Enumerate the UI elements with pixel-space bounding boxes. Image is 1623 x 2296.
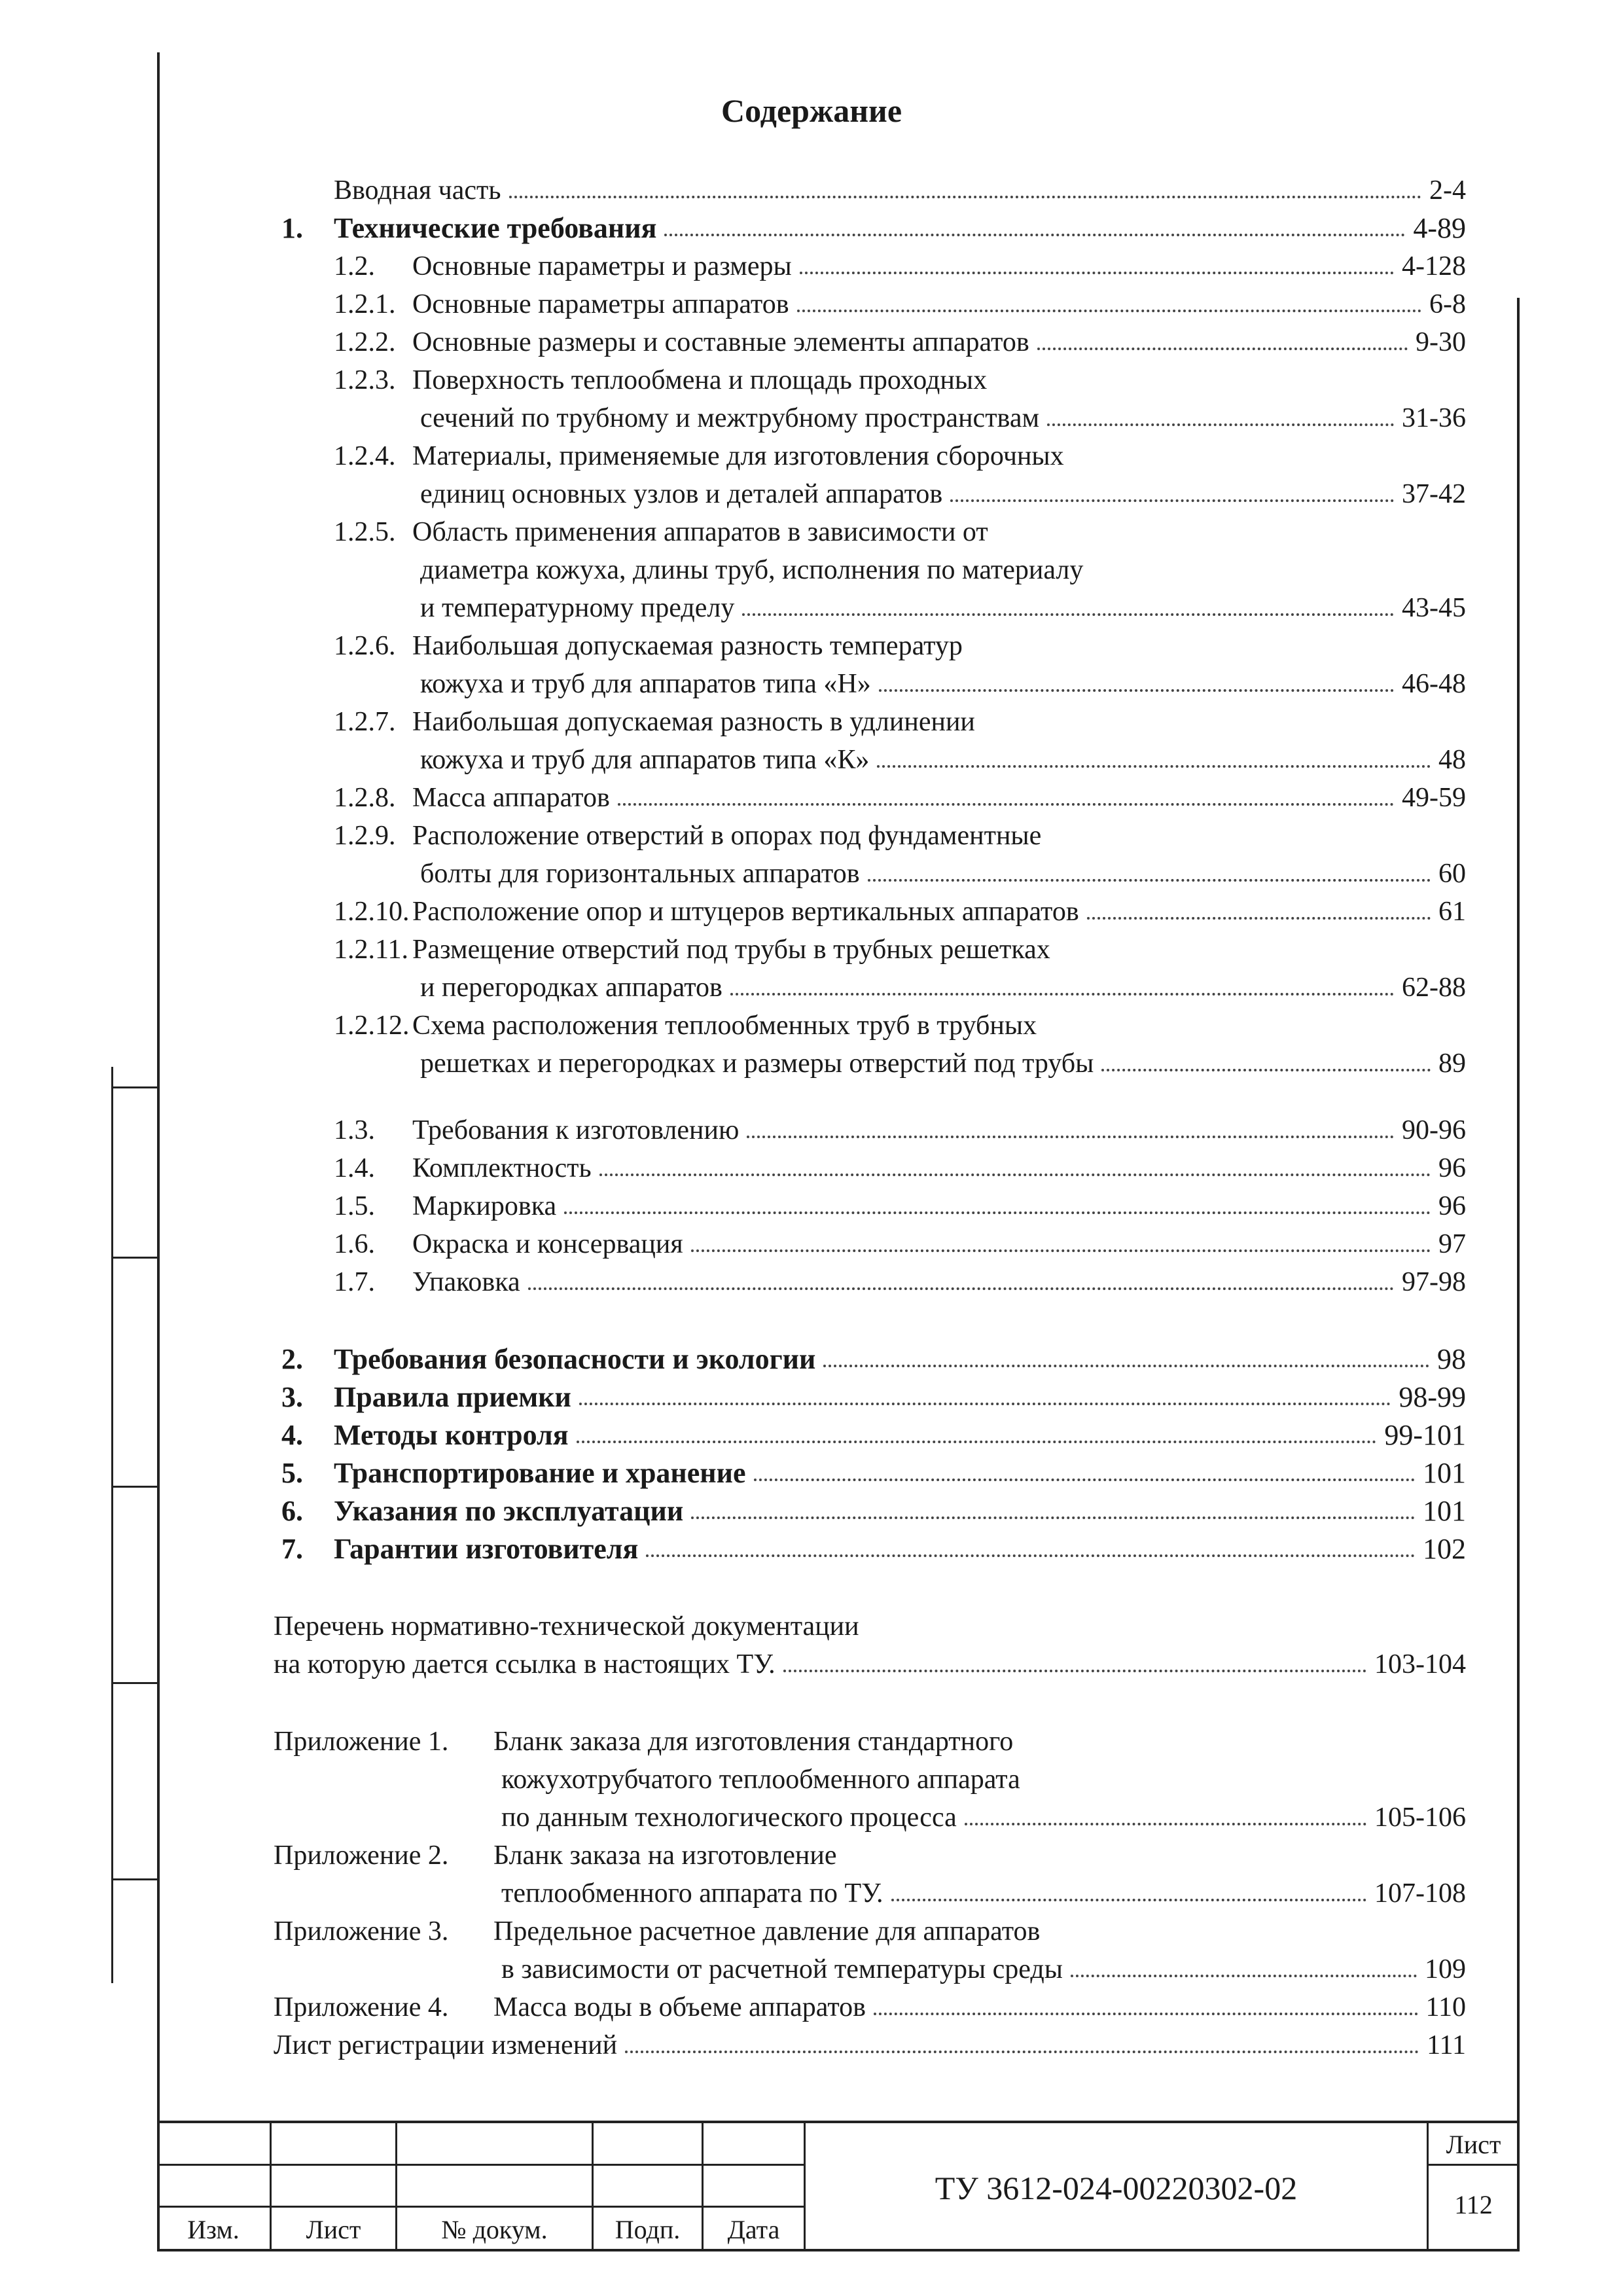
toc-leader	[1039, 399, 1466, 437]
toc-entry-number: 1.3.	[334, 1115, 375, 1145]
sheet-number: 112	[1454, 2190, 1493, 2219]
toc-entry-title: Комплектность	[412, 1153, 592, 1183]
toc-entry-number: 1.2.11.	[334, 935, 408, 965]
table-of-contents	[274, 171, 1466, 2064]
toc-entry-title: теплообменного аппарата по ТУ.	[501, 1878, 883, 1909]
toc-entry-page: 102	[1423, 1533, 1466, 1565]
page-title: Содержание	[721, 92, 902, 129]
toc-entry-title: решетках и перегородках и размеры отверстий под трубы	[420, 1049, 1094, 1079]
toc-entry-page: 98-99	[1399, 1381, 1466, 1413]
toc-entry-title: Материалы, применяемые для изготовления сборочных	[412, 441, 1064, 471]
right-frame-line	[1517, 298, 1520, 2251]
toc-entry-number: 1.5.	[334, 1191, 375, 1221]
margin-tick-3	[111, 1486, 157, 1488]
toc-entry	[281, 551, 1466, 589]
toc-leader	[734, 589, 1466, 627]
toc-entry	[281, 1340, 1466, 1378]
toc-entry-title: и температурному пределу	[420, 593, 735, 623]
toc-entry-title: Правила приемки	[334, 1381, 571, 1413]
toc-entry-number: 1.2.10.	[334, 897, 410, 927]
toc-entry	[281, 817, 1466, 855]
toc-entry-number: Приложение 3.	[274, 1916, 449, 1946]
stamp-col-podp: Подп.	[615, 2215, 681, 2244]
toc-entry-title: Расположение отверстий в опорах под фундаментные	[412, 821, 1042, 851]
document-designation: ТУ 3612-024-00220302-02	[935, 2170, 1298, 2206]
toc-entry	[281, 361, 1466, 399]
toc-entry	[281, 1378, 1466, 1416]
toc-entry-number: 7.	[281, 1533, 303, 1565]
toc-entry	[281, 1530, 1466, 1568]
toc-entry	[274, 1912, 1466, 1950]
toc-entry-title: Наибольшая допускаемая разность температур	[412, 631, 963, 661]
toc-entry-number: 4.	[281, 1419, 303, 1451]
toc-leader	[815, 1340, 1466, 1378]
toc-entry-title: Вводная часть	[334, 175, 501, 206]
toc-leader	[942, 475, 1466, 513]
toc-entry-title: Масса аппаратов	[412, 783, 610, 813]
toc-entry-title: Масса воды в объеме аппаратов	[493, 1992, 866, 2022]
toc-entry-title: Наибольшая допускаемая разность в удлинении	[412, 707, 975, 737]
toc-leader	[1063, 1950, 1466, 1988]
toc-entry	[274, 1837, 1466, 1874]
toc-entry	[274, 1988, 1466, 2026]
toc-entry	[281, 437, 1466, 475]
toc-leader	[656, 209, 1466, 247]
toc-leader	[792, 247, 1466, 285]
title-block	[157, 2121, 1518, 2251]
toc-leader	[1079, 893, 1466, 931]
toc-entry-page: 6-8	[1429, 289, 1466, 319]
toc-leader	[866, 1988, 1466, 2026]
toc-entry	[281, 1111, 1466, 1149]
toc-entry-page: 107-108	[1374, 1878, 1466, 1909]
toc-entry-page: 60	[1438, 859, 1466, 889]
toc-entry	[281, 171, 1466, 209]
stamp-col-list: Лист	[306, 2215, 361, 2244]
toc-entry	[281, 323, 1466, 361]
toc-entry-title: кожухотрубчатого теплообменного аппарата	[501, 1765, 1020, 1795]
margin-strip-line	[111, 1067, 113, 1983]
toc-entry-title: Окраска и консервация	[412, 1229, 683, 1259]
toc-entry-title: Основные параметры аппаратов	[412, 289, 789, 319]
toc-entry	[274, 1607, 1466, 1645]
toc-entry-page: 90-96	[1402, 1115, 1466, 1145]
toc-leader	[1094, 1045, 1466, 1083]
toc-entry-title: Расположение опор и штуцеров вертикальных аппаратов	[412, 897, 1079, 927]
toc-entry-title: кожуха и труб для аппаратов типа «К»	[420, 745, 870, 775]
toc-entry-number: 1.2.4.	[334, 441, 396, 471]
toc-leader	[739, 1111, 1466, 1149]
toc-entry-page: 37-42	[1402, 479, 1466, 509]
toc-entry-title: Указания по эксплуатации	[334, 1495, 684, 1527]
toc-entry-title: Перечень нормативно-технической документации	[274, 1611, 859, 1641]
toc-entry-title: Схема расположения теплообменных труб в трубных	[412, 1011, 1037, 1041]
toc-entry-number: 1.2.2.	[334, 327, 396, 357]
toc-leader	[638, 1530, 1466, 1568]
toc-entry-number: 2.	[281, 1343, 303, 1375]
toc-entry	[281, 969, 1466, 1007]
toc-entry-number: 1.2.7.	[334, 707, 396, 737]
toc-leader	[520, 1263, 1466, 1301]
toc-entry-page: 96	[1438, 1191, 1466, 1221]
toc-entry	[281, 931, 1466, 969]
toc-entry-title: Основные параметры и размеры	[412, 251, 792, 281]
toc-entry	[281, 1149, 1466, 1187]
toc-entry-number: 1.2.1.	[334, 289, 396, 319]
toc-entry-page: 97-98	[1402, 1267, 1466, 1297]
toc-leader	[883, 1874, 1466, 1912]
toc-entry-number: 1.2.5.	[334, 517, 396, 547]
toc-entry-number: 3.	[281, 1381, 303, 1413]
toc-entry-page: 4-89	[1413, 212, 1466, 244]
toc-entry-title: сечений по трубному и межтрубному пространствам	[420, 403, 1040, 433]
toc-leader	[592, 1149, 1466, 1187]
toc-entry	[281, 741, 1466, 779]
toc-entry-title: Бланк заказа для изготовления стандартного	[493, 1727, 1014, 1757]
toc-leader	[569, 1416, 1466, 1454]
toc-entry	[274, 1645, 1466, 1683]
toc-entry-page: 62-88	[1402, 973, 1466, 1003]
toc-entry	[281, 1950, 1466, 1988]
toc-entry-title: Упаковка	[412, 1267, 520, 1297]
toc-leader	[571, 1378, 1466, 1416]
toc-entry-page: 48	[1438, 745, 1466, 775]
toc-entry-title: Основные размеры и составные элементы аппаратов	[412, 327, 1029, 357]
toc-entry	[281, 399, 1466, 437]
stamp-col-data: Дата	[727, 2215, 780, 2244]
toc-leader	[556, 1187, 1466, 1225]
toc-leader	[789, 285, 1466, 323]
toc-entry	[281, 1454, 1466, 1492]
toc-entry-page: 46-48	[1402, 669, 1466, 699]
toc-entry-title: Лист регистрации изменений	[274, 2030, 618, 2060]
toc-entry-page: 89	[1438, 1049, 1466, 1079]
toc-entry	[281, 513, 1466, 551]
toc-entry-number: Приложение 2.	[274, 1840, 449, 1871]
toc-entry-page: 61	[1438, 897, 1466, 927]
toc-entry-title: кожуха и труб для аппаратов типа «Н»	[420, 669, 871, 699]
toc-entry	[281, 779, 1466, 817]
toc-leader	[501, 171, 1466, 209]
toc-entry-number: 1.	[281, 212, 303, 244]
toc-entry	[281, 1045, 1466, 1083]
toc-entry	[281, 627, 1466, 665]
toc-entry-page: 43-45	[1402, 593, 1466, 623]
toc-entry-title: Поверхность теплообмена и площадь проходных	[412, 365, 988, 395]
toc-leader	[860, 855, 1466, 893]
toc-entry-page: 103-104	[1374, 1649, 1466, 1679]
toc-entry-number: 1.2.8.	[334, 783, 396, 813]
toc-entry-number: 1.2.9.	[334, 821, 396, 851]
toc-entry-number: 6.	[281, 1495, 303, 1527]
toc-entry-title: Транспортирование и хранение	[334, 1457, 746, 1489]
toc-entry	[274, 2026, 1466, 2064]
toc-entry-title: Гарантии изготовителя	[334, 1533, 639, 1565]
margin-tick-5	[111, 1878, 157, 1880]
toc-leader	[617, 2026, 1466, 2064]
toc-entry-title: на которую дается ссылка в настоящих ТУ.	[274, 1649, 776, 1679]
toc-entry	[281, 1225, 1466, 1263]
toc-leader	[683, 1492, 1466, 1530]
toc-leader	[957, 1799, 1466, 1837]
toc-entry	[281, 1761, 1466, 1799]
toc-entry-number: 1.2.3.	[334, 365, 396, 395]
toc-entry-title: в зависимости от расчетной температуры среды	[501, 1954, 1063, 1984]
toc-entry	[281, 475, 1466, 513]
toc-entry-title: Бланк заказа на изготовление	[493, 1840, 837, 1871]
toc-entry	[281, 1007, 1466, 1045]
margin-tick-4	[111, 1682, 157, 1684]
toc-entry	[281, 1492, 1466, 1530]
toc-entry	[281, 285, 1466, 323]
toc-entry	[281, 703, 1466, 741]
toc-entry-page: 99-101	[1384, 1419, 1466, 1451]
stamp-col-doc: № докум.	[441, 2215, 548, 2244]
toc-entry	[281, 855, 1466, 893]
margin-tick-1	[111, 1086, 157, 1088]
toc-entry-number: 1.2.12.	[334, 1011, 410, 1041]
toc-entry	[281, 665, 1466, 703]
toc-leader	[1029, 323, 1466, 361]
toc-entry-page: 4-128	[1402, 251, 1466, 281]
toc-leader	[610, 779, 1466, 817]
toc-entry-number: 1.4.	[334, 1153, 375, 1183]
toc-entry-page: 2-4	[1429, 175, 1466, 206]
toc-entry-title: и перегородках аппаратов	[420, 973, 722, 1003]
toc-entry-number: 5.	[281, 1457, 303, 1489]
toc-entry	[281, 1874, 1466, 1912]
toc-entry-title: по данным технологического процесса	[501, 1803, 957, 1833]
toc-entry-page: 101	[1423, 1495, 1466, 1527]
toc-entry	[281, 209, 1466, 247]
toc-entry	[281, 247, 1466, 285]
toc-entry	[281, 1187, 1466, 1225]
sheet-label: Лист	[1446, 2130, 1501, 2159]
toc-entry-number: 1.6.	[334, 1229, 375, 1259]
toc-leader	[722, 969, 1466, 1007]
toc-entry	[274, 1723, 1466, 1761]
toc-entry	[281, 893, 1466, 931]
toc-entry-title: Требования безопасности и экологии	[334, 1343, 816, 1375]
toc-entry-title: Требования к изготовлению	[412, 1115, 740, 1145]
toc-entry-page: 9-30	[1416, 327, 1466, 357]
toc-entry-number: Приложение 1.	[274, 1727, 449, 1757]
toc-entry-number: 1.2.	[334, 251, 375, 281]
toc-entry-page: 49-59	[1402, 783, 1466, 813]
margin-tick-2	[111, 1257, 157, 1259]
toc-entry-page: 109	[1425, 1954, 1466, 1984]
toc-entry-page: 97	[1438, 1229, 1466, 1259]
toc-entry	[281, 1799, 1466, 1837]
toc-entry-title: Предельное расчетное давление для аппаратов	[493, 1916, 1041, 1946]
stamp-col-izm: Изм.	[187, 2215, 240, 2244]
toc-entry-page: 105-106	[1374, 1803, 1466, 1833]
toc-entry-title: Маркировка	[412, 1191, 557, 1221]
toc-leader	[746, 1454, 1466, 1492]
toc-entry	[281, 1263, 1466, 1301]
toc-entry-page: 110	[1425, 1992, 1466, 2022]
toc-entry	[281, 589, 1466, 627]
toc-entry-title: Методы контроля	[334, 1419, 569, 1451]
toc-entry-number: 1.7.	[334, 1267, 375, 1297]
toc-entry-title: диаметра кожуха, длины труб, исполнения по материалу	[420, 555, 1084, 585]
toc-entry-title: единиц основных узлов и деталей аппаратов	[420, 479, 943, 509]
toc-entry-number: Приложение 4.	[274, 1992, 449, 2022]
toc-leader	[869, 741, 1466, 779]
toc-entry-title: болты для горизонтальных аппаратов	[420, 859, 860, 889]
toc-entry-page: 98	[1437, 1343, 1466, 1375]
toc-leader	[871, 665, 1466, 703]
toc-entry-page: 111	[1427, 2030, 1466, 2060]
toc-entry-page: 101	[1423, 1457, 1466, 1489]
toc-entry	[281, 1416, 1466, 1454]
toc-leader	[776, 1645, 1466, 1683]
toc-entry-page: 31-36	[1402, 403, 1466, 433]
toc-entry-number: 1.2.6.	[334, 631, 396, 661]
toc-entry-title: Технические требования	[334, 212, 657, 244]
toc-entry-page: 96	[1438, 1153, 1466, 1183]
left-frame-line	[157, 52, 160, 2251]
toc-entry-title: Размещение отверстий под трубы в трубных решетках	[412, 935, 1050, 965]
toc-leader	[683, 1225, 1466, 1263]
toc-entry-title: Область применения аппаратов в зависимости от	[412, 517, 988, 547]
